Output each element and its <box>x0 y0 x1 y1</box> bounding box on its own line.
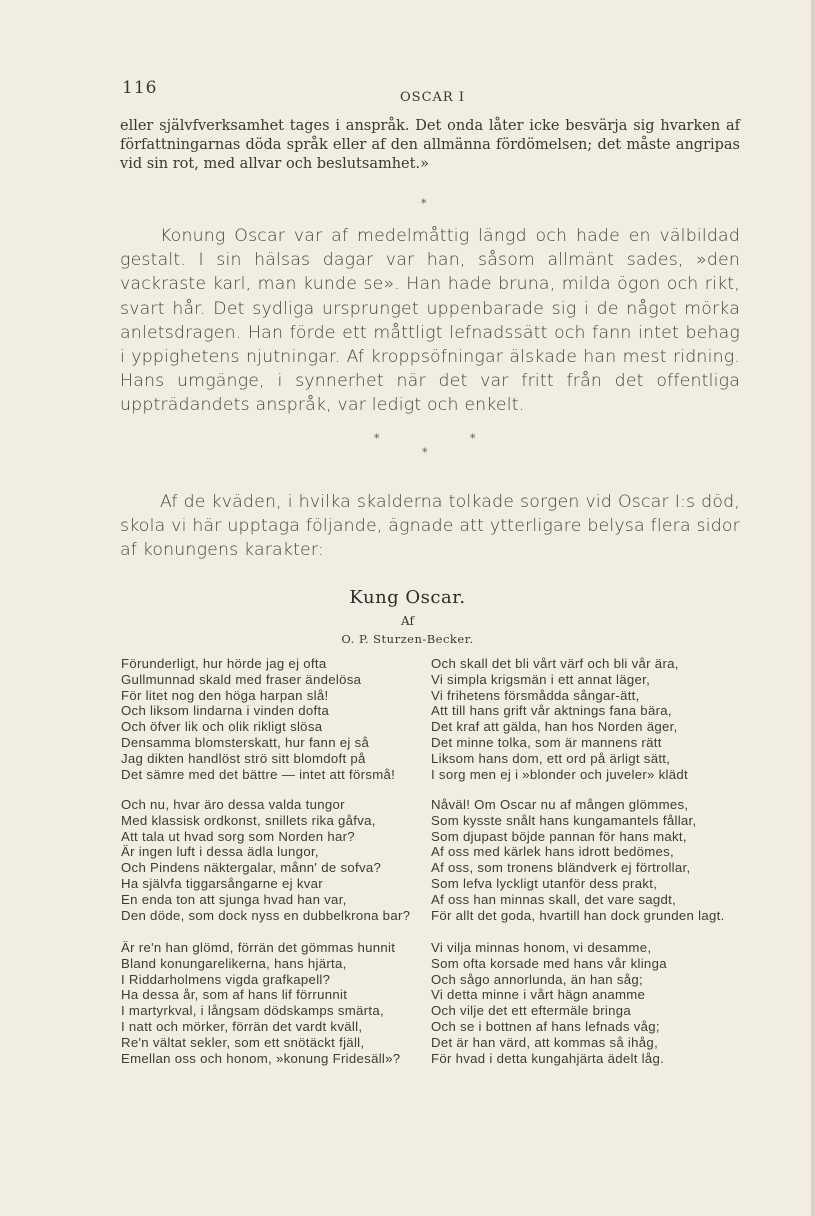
poem-line: Är re'n han glömd, förrän det gömmas hunnit <box>121 940 396 955</box>
poem-line: Emellan oss och honom, »konung Fridesäll»? <box>121 1050 401 1066</box>
poem-line: Att tala ut hvad sorg som Norden har? <box>121 828 355 844</box>
poem-line: Gullmunnad skald med fraser ändelösa <box>121 671 362 687</box>
page-number: 116 <box>122 78 158 98</box>
poem-line: Som lefva lyckligt utanför dess prakt, <box>431 875 658 891</box>
poem-line: Vi simpla krigsmän i ett annat läger, <box>431 671 651 687</box>
paragraph-description <box>120 224 740 418</box>
poem-stanza <box>431 797 725 923</box>
poem-line: Det minne tolka, som är mannens rätt <box>431 734 662 750</box>
poem-line: Vi frihetens försmådda sångar-ätt, <box>431 687 640 703</box>
page-edge <box>811 0 815 1216</box>
poem-line: I natt och mörker, förrän det vardt kväll, <box>121 1018 363 1034</box>
poem-line: Och liksom lindarna i vinden dofta <box>121 703 330 719</box>
poem-line: Densamma blomsterskatt, hur fann ej så <box>121 734 370 750</box>
paragraph-poem-intro-text: Af de kväden, i hvilka skalderna tolkade sorgen vid Oscar I:s död, skola vi här upptaga följande, ägnade att ytterligare belysa flera sidor af konungens karakter: <box>120 492 740 561</box>
poem-line: Af oss, som tronens bländverk ej förtrollar, <box>431 860 691 876</box>
poem-line: Nåväl! Om Oscar nu af mången glömmes, <box>431 797 689 812</box>
intro-paragraph <box>120 117 740 174</box>
paragraph-poem-intro <box>120 490 740 563</box>
separator-star: * <box>421 197 427 210</box>
poem-line: Det är han värd, att kommas så ihåg, <box>431 1034 659 1050</box>
separator-star: * <box>470 432 476 445</box>
poem-stanza <box>431 656 688 782</box>
poem-line: Förunderligt, hur hörde jag ej ofta <box>121 656 327 671</box>
poem-line: Är ingen luft i dessa ädla lungor, <box>121 844 319 860</box>
poem-line: Af oss han minnas skall, det vare sagdt, <box>431 891 677 907</box>
poem-line: Vi detta minne i vårt hägn anamme <box>431 987 646 1003</box>
poem-byline-af: Af <box>401 614 414 628</box>
poem-line: Som djupast böjde pannan för hans makt, <box>431 828 687 844</box>
poem-line: Jag dikten handlöst strö sitt blomdoft på <box>121 750 366 766</box>
poem-line: Som kysste snålt hans kungamantels fållar, <box>431 812 697 828</box>
intro-text: eller självfverksamhet tages i anspråk. Det onda låter icke besvärja sig hvarken af författningarnas döda språk eller af den allmänna fördömelsen; det måste angripas vid sin rot, med allvar och beslutsamhet.» <box>120 118 740 172</box>
poem-line: Bland konungarelikerna, hans hjärta, <box>121 955 347 971</box>
separator-star: * <box>422 446 428 459</box>
poem-line: Att till hans grift vår aktnings fana bära, <box>431 703 672 719</box>
poem-line: Och nu, hvar äro dessa valda tungor <box>121 797 345 812</box>
poem-line: I sorg men ej i »blonder och juveler» klädt <box>431 766 689 782</box>
paragraph-description-text: Konung Oscar var af medelmåttig längd och hade en välbildad gestalt. I sin hälsas dagar var han, såsom allmänt sades, »den vackraste karl, man kunde se». Han hade bruna, milda ögon och rikt, svart hår. Det sydliga ursprunget uppenbarade sig i de något mörka anletsdragen. Han förde ett måttligt lefnadssätt och fann intet behag i yppighetens njutningar. Af kroppsöfningar älskade han mest ridning. Hans umgänge, i synnerhet när det var fritt från det offentliga uppträdandets anspråk, var ledigt och enkelt. <box>120 226 740 416</box>
poem-title: Kung Oscar. <box>349 587 466 608</box>
poem-line: Ha självfa tiggarsångarne ej kvar <box>121 875 323 891</box>
poem-line: Och sågo annorlunda, än han såg; <box>431 971 643 987</box>
running-head: OSCAR I <box>400 90 465 105</box>
poem-line: Af oss med kärlek hans idrott bedömes, <box>431 844 675 860</box>
poem-line: Och skall det bli vårt värf och bli vår ära, <box>431 656 679 671</box>
poem-line: Det kraf att gälda, han hos Norden äger, <box>431 719 678 735</box>
poem-line: Och se i bottnen af hans lefnads våg; <box>431 1018 660 1034</box>
poem-line: För hvad i detta kungahjärta ädelt låg. <box>431 1050 665 1066</box>
poem-stanza <box>121 797 410 923</box>
poem-line: Med klassisk ordkonst, snillets rika gåfva, <box>121 812 376 828</box>
poem-line: Och öfver lik och olik rikligt slösa <box>121 719 323 735</box>
poem-line: En enda ton att sjunga hvad han var, <box>121 891 347 907</box>
poem-line: Re'n vältat sekler, som ett snötäckt fjäll, <box>121 1034 365 1050</box>
poem-stanza <box>121 940 400 1066</box>
poem-line: Den döde, som dock nyss en dubbelkrona bar? <box>121 907 411 923</box>
poem-line: Ha dessa år, som af hans lif förrunnit <box>121 987 348 1003</box>
poem-line: Som ofta korsade med hans vår klinga <box>431 955 667 971</box>
poem-author: O. P. Sturzen-Becker. <box>341 632 474 646</box>
poem-stanza <box>121 656 395 782</box>
poem-line: Liksom hans dom, ett ord på ärligt sätt, <box>431 750 671 766</box>
poem-line: I Riddarholmens vigda grafkapell? <box>121 971 331 987</box>
poem-line: Och Pindens näktergalar, månn' de sofva? <box>121 860 382 876</box>
poem-line: I martyrkval, i långsam dödskamps smärta, <box>121 1003 384 1019</box>
poem-line: Och vilje det ett eftermäle bringa <box>431 1003 632 1019</box>
poem-line: Vi vilja minnas honom, vi desamme, <box>431 940 652 955</box>
separator-star: * <box>374 432 380 445</box>
poem-stanza <box>431 940 667 1066</box>
poem-line: För litet nog den höga harpan slå! <box>121 687 329 703</box>
poem-line: För allt det goda, hvartill han dock grunden lagt. <box>431 907 725 923</box>
poem-line: Det sämre med det bättre — intet att försmå! <box>121 766 396 782</box>
